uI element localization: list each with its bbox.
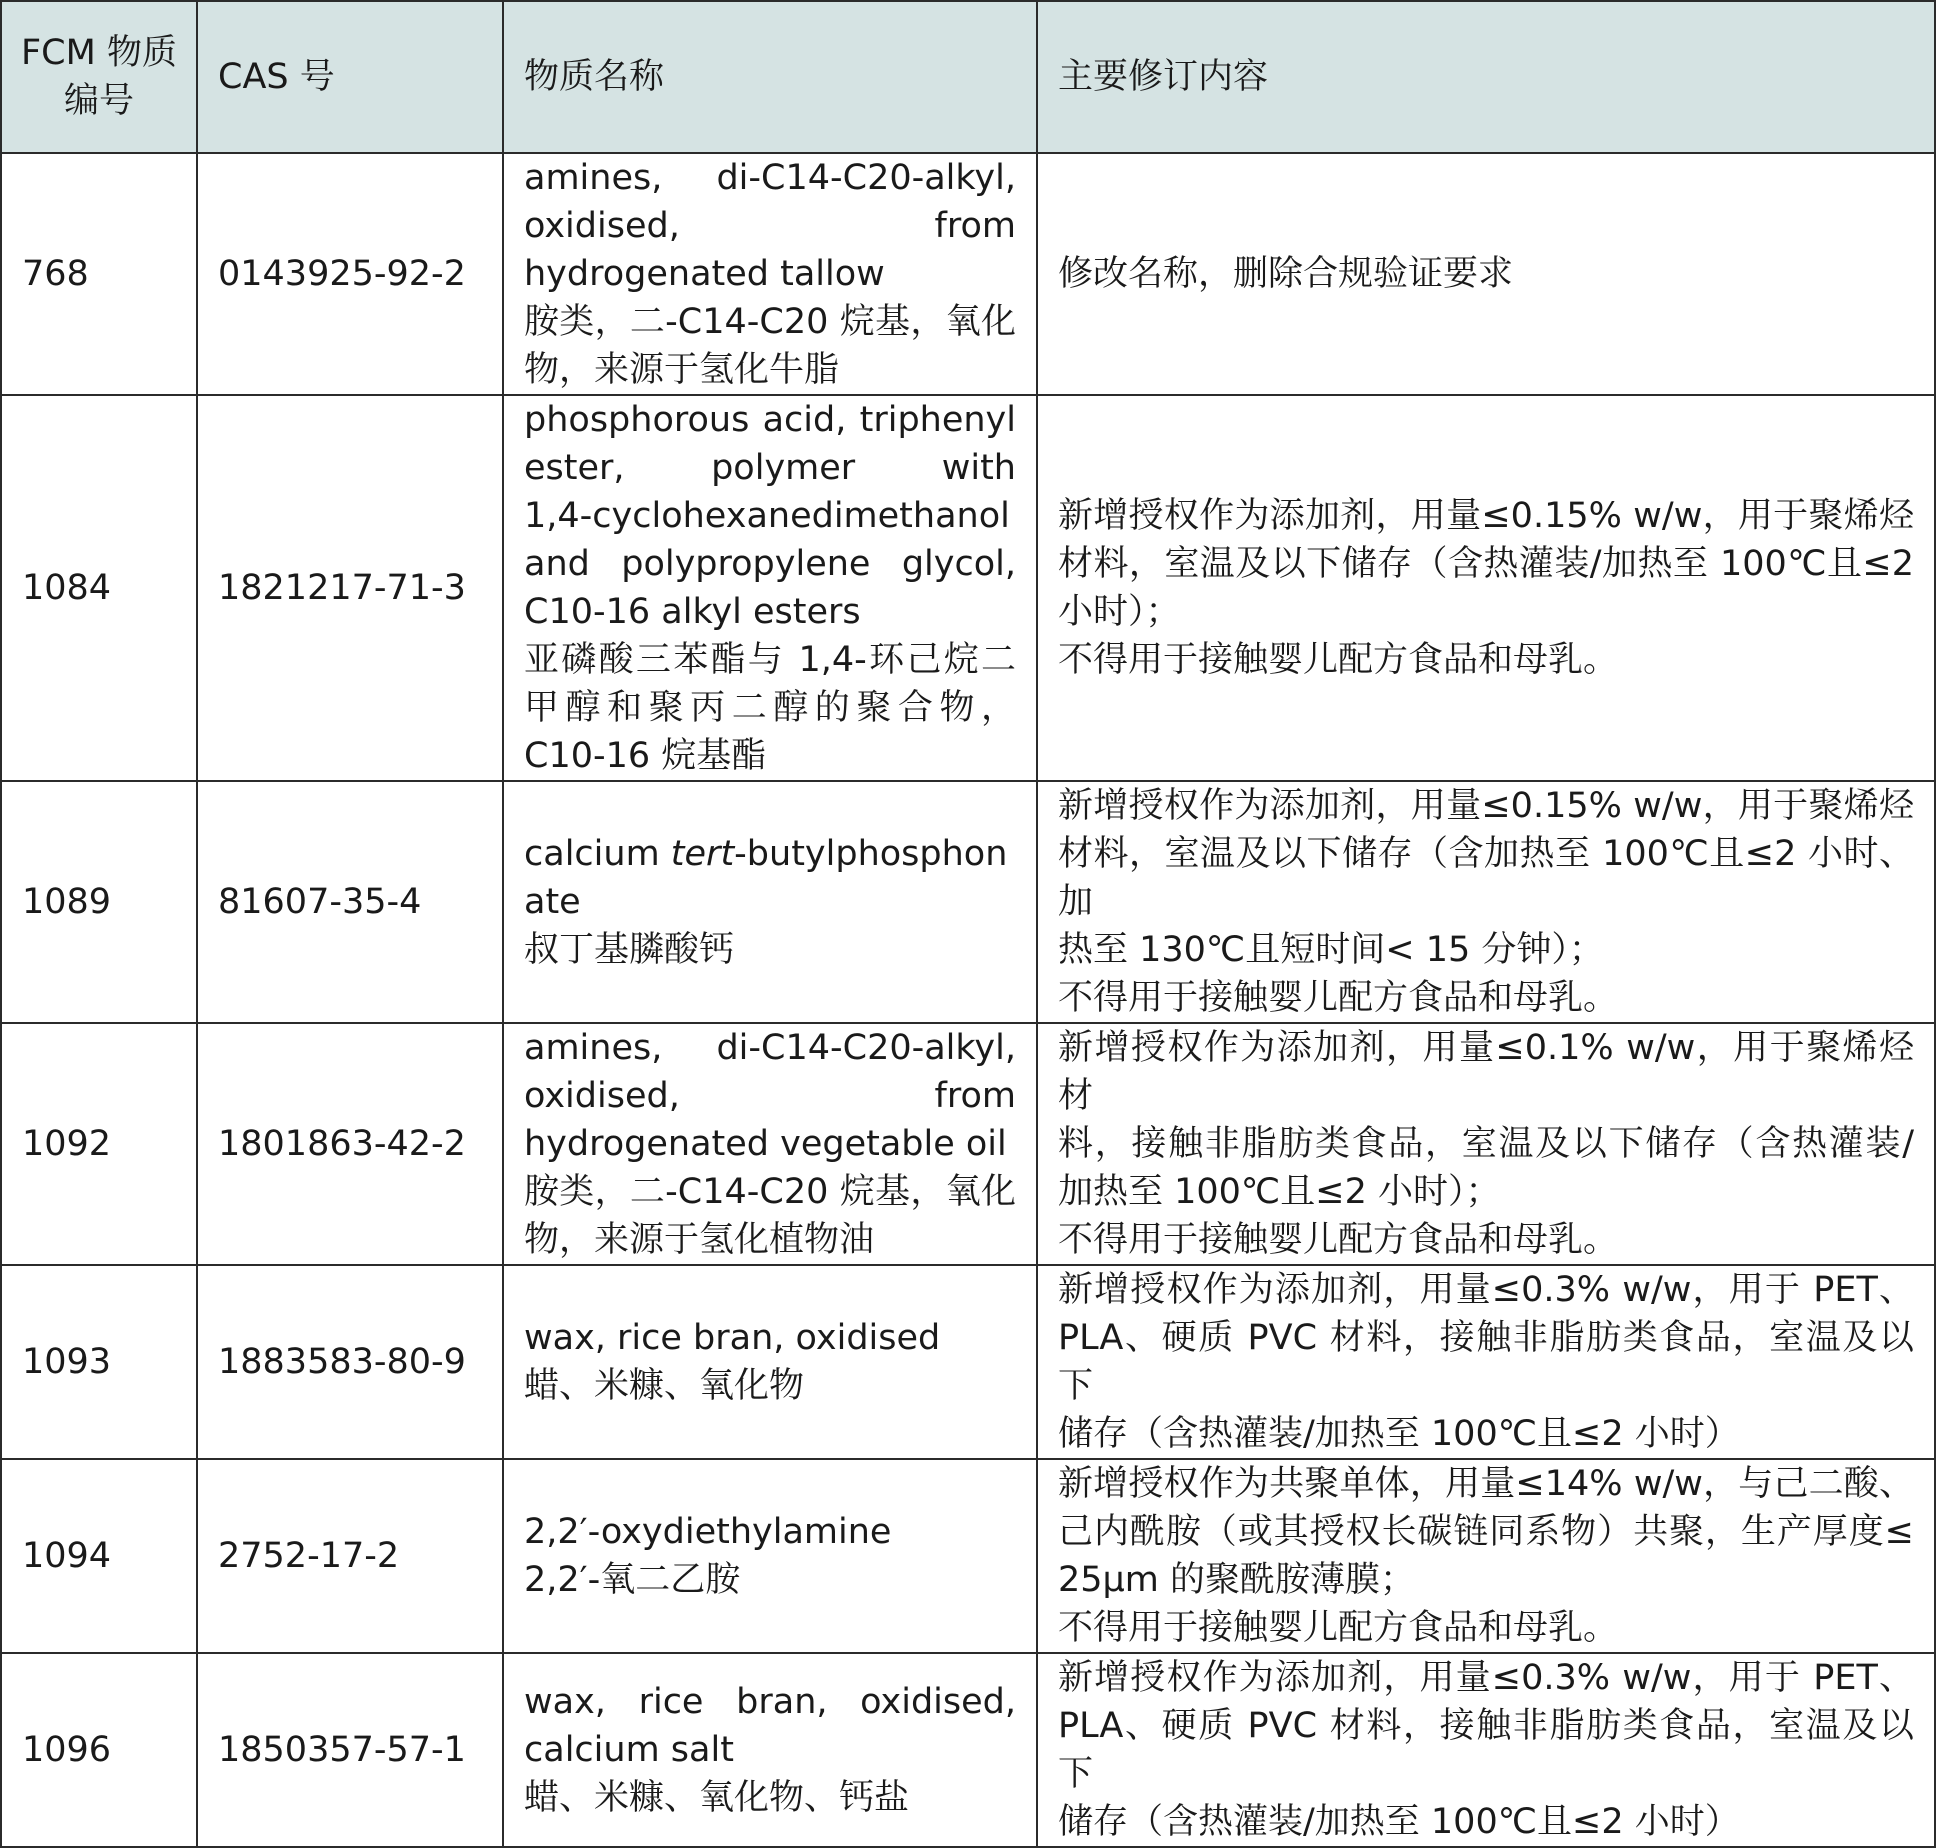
text-line: 2,2′-氧二乙胺 (524, 1560, 741, 1600)
text-line: 2,2′-oxydiethylamine (524, 1512, 892, 1552)
cas-number-cell: 1850357-57-1 (197, 1653, 503, 1847)
table-row (1, 395, 1935, 781)
text-line: 新增授权作为添加剂，用量≤0.3% w/w，用于 PET、 (1058, 1270, 1914, 1310)
text-line: 己内酰胺（或其授权长碳链同系物）共聚，生产厚度≤ (1058, 1512, 1914, 1552)
text-line: 储存（含热灌装/加热至 100℃且≤2 小时） (1058, 1802, 1740, 1842)
text-line: 新增授权作为共聚单体，用量≤14% w/w，与己二酸、 (1058, 1464, 1914, 1504)
substance-name-cell (503, 781, 1037, 1023)
cas-number-cell: 81607-35-4 (197, 781, 503, 1023)
table-row (1, 1023, 1935, 1265)
text-line: 25μm 的聚酰胺薄膜； (1058, 1560, 1416, 1600)
text-line: 甲醇和聚丙二醇的聚合物， (524, 688, 1016, 728)
cas-number-cell: 1883583-80-9 (197, 1265, 503, 1459)
text-line: C10-16 alkyl esters (524, 592, 861, 632)
text-line: wax, rice bran, oxidised, (524, 1682, 1016, 1722)
text-line: 新增授权作为添加剂，用量≤0.15% w/w，用于聚烯烃 (1058, 496, 1914, 536)
text-line: 不得用于接触婴儿配方食品和母乳。 (1058, 1608, 1619, 1648)
fcm-number-cell: 1094 (1, 1459, 197, 1653)
table-row (1, 781, 1935, 1023)
header-revision: 主要修订内容 (1037, 1, 1935, 153)
table-header-row (1, 1, 1935, 153)
text-line: 修改名称，删除合规验证要求 (1058, 254, 1514, 294)
fcm-number-cell: 1096 (1, 1653, 197, 1847)
text-line: oxidised, from (524, 206, 1016, 246)
revision-cell (1037, 1459, 1935, 1653)
text-line: calcium salt (524, 1730, 734, 1770)
table-row (1, 1653, 1935, 1847)
substance-name-cell (503, 395, 1037, 781)
header-substance-name: 物质名称 (503, 1, 1037, 153)
text-line: hydrogenated vegetable oil (524, 1124, 1007, 1164)
substance-name-cell (503, 1265, 1037, 1459)
table-row (1, 1265, 1935, 1459)
cas-number-cell: 1821217-71-3 (197, 395, 503, 781)
text-line: 胺类，二-C14-C20 烷基，氧化 (524, 1172, 1016, 1212)
fcm-number-cell: 1089 (1, 781, 197, 1023)
text-line: 物，来源于氢化植物油 (524, 1220, 875, 1260)
text-line: amines, di-C14-C20-alkyl, (524, 158, 1016, 198)
text-line: 胺类，二-C14-C20 烷基，氧化 (524, 302, 1016, 342)
text-line: ester, polymer with (524, 448, 1016, 488)
name-italic-part: tert (670, 834, 735, 874)
text-line: oxidised, from (524, 1076, 1016, 1116)
text-line: 1,4-cyclohexanedimethanol (524, 496, 1010, 536)
cas-number-cell: 1801863-42-2 (197, 1023, 503, 1265)
substance-name-cell (503, 1653, 1037, 1847)
revision-cell (1037, 1265, 1935, 1459)
revision-cell (1037, 1023, 1935, 1265)
substance-name-cell (503, 1459, 1037, 1653)
text-line: amines, di-C14-C20-alkyl, (524, 1028, 1016, 1068)
substance-name-cell (503, 1023, 1037, 1265)
header-cas: CAS 号 (197, 1, 503, 153)
text-line: PLA、硬质 PVC 材料，接触非脂肪类食品，室温及以下 (1058, 1318, 1914, 1406)
text-line: 不得用于接触婴儿配方食品和母乳。 (1058, 640, 1619, 680)
text-line: 材料，室温及以下储存（含加热至 100℃且≤2 小时、加 (1058, 834, 1914, 922)
text-line: and polypropylene glycol, (524, 544, 1016, 584)
header-fcm-no: FCM 物质编号 (1, 1, 197, 153)
text-line: 储存（含热灌装/加热至 100℃且≤2 小时） (1058, 1414, 1740, 1454)
text-line: 加热至 100℃且≤2 小时）； (1058, 1172, 1501, 1212)
revision-cell (1037, 153, 1935, 395)
text-line: 蜡、米糠、氧化物 (524, 1366, 805, 1406)
text-line (524, 830, 1016, 878)
cas-number-cell: 2752-17-2 (197, 1459, 503, 1653)
text-line: 新增授权作为添加剂，用量≤0.3% w/w，用于 PET、 (1058, 1658, 1914, 1698)
text-line: wax, rice bran, oxidised (524, 1318, 941, 1358)
revision-cell (1037, 395, 1935, 781)
fcm-number-cell: 1092 (1, 1023, 197, 1265)
text-line: 料，接触非脂肪类食品，室温及以下储存（含热灌装/ (1058, 1124, 1914, 1164)
cas-number-cell: 0143925-92-2 (197, 153, 503, 395)
revision-cell (1037, 1653, 1935, 1847)
text-line: 热至 130℃且短时间< 15 分钟）； (1058, 930, 1604, 970)
text-line: 不得用于接触婴儿配方食品和母乳。 (1058, 1220, 1619, 1260)
name-suffix: -butylphosphon (734, 834, 1008, 874)
text-line: 新增授权作为添加剂，用量≤0.1% w/w，用于聚烯烃材 (1058, 1028, 1914, 1116)
text-line: ate (524, 882, 581, 922)
table-row (1, 1459, 1935, 1653)
fcm-number-cell: 1093 (1, 1265, 197, 1459)
table-row (1, 153, 1935, 395)
text-line: 不得用于接触婴儿配方食品和母乳。 (1058, 978, 1619, 1018)
text-line: 物，来源于氢化牛脂 (524, 350, 840, 390)
text-line: PLA、硬质 PVC 材料，接触非脂肪类食品，室温及以下 (1058, 1706, 1914, 1794)
text-line: 材料，室温及以下储存（含热灌装/加热至 100℃且≤2 (1058, 544, 1914, 584)
text-line: 小时）； (1058, 592, 1181, 632)
text-line: 蜡、米糠、氧化物、钙盐 (524, 1778, 910, 1818)
fcm-number-cell: 1084 (1, 395, 197, 781)
revision-cell (1037, 781, 1935, 1023)
text-line: phosphorous acid, triphenyl (524, 400, 1016, 440)
name-prefix: calcium (524, 834, 671, 874)
text-line: C10-16 烷基酯 (524, 736, 767, 776)
text-line: hydrogenated tallow (524, 254, 885, 294)
substance-name-cell (503, 153, 1037, 395)
text-line: 新增授权作为添加剂，用量≤0.15% w/w，用于聚烯烃 (1058, 786, 1914, 826)
text-line: 叔丁基膦酸钙 (524, 930, 735, 970)
fcm-number-cell: 768 (1, 153, 197, 395)
text-line: 亚磷酸三苯酯与 1,4-环己烷二 (524, 640, 1016, 680)
